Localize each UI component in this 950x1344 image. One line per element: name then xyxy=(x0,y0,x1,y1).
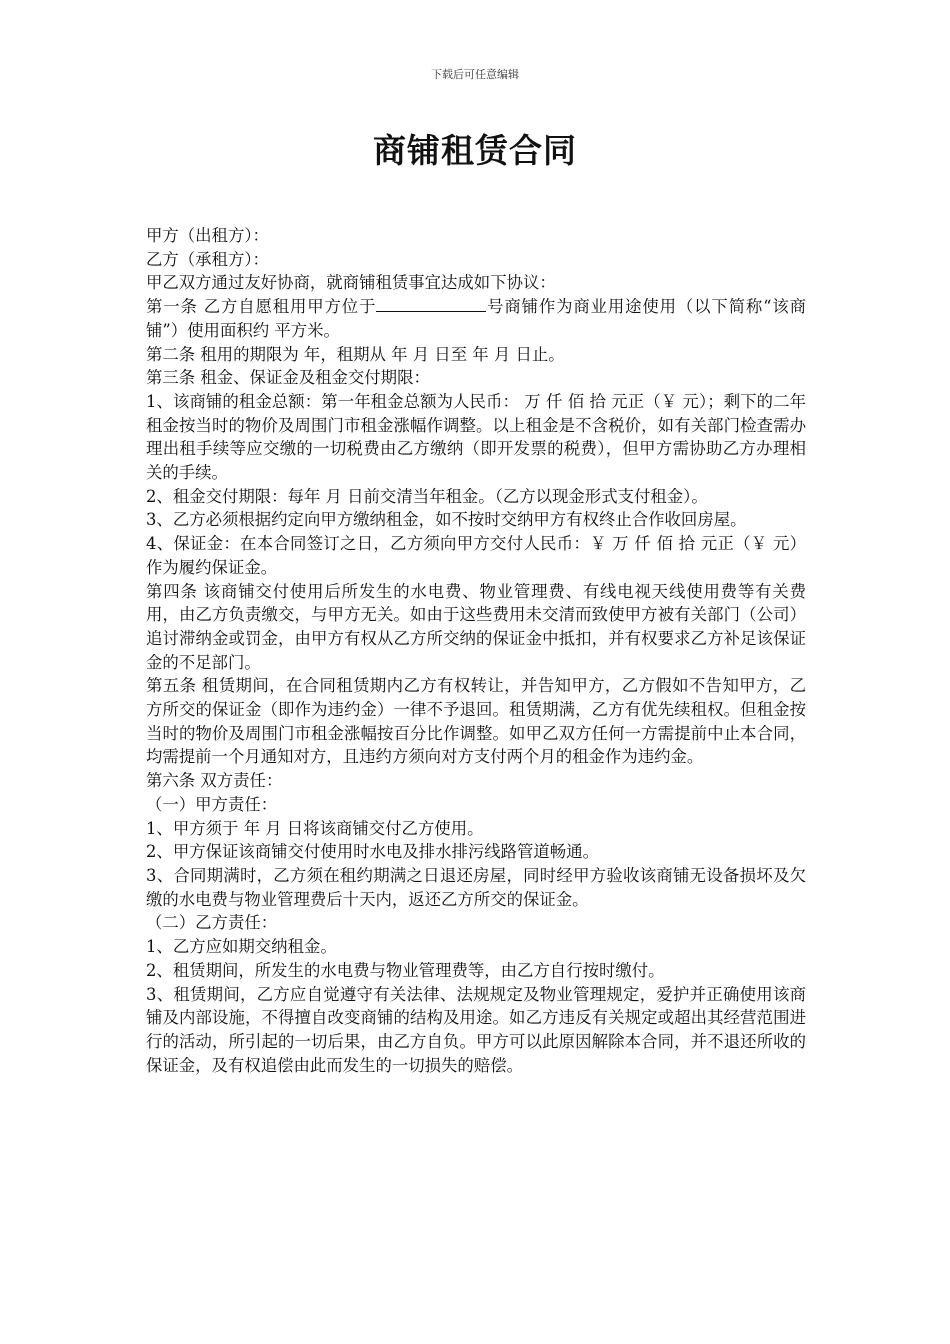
party-b-line: 乙方（承租方）： xyxy=(146,249,269,269)
agreement-intro: 甲乙双方通过友好协商，就商铺租赁事宜达成如下协议： xyxy=(146,273,556,293)
document-title: 商铺租赁合同 xyxy=(373,131,577,170)
party-b-duty-3: 3、租赁期间，乙方应自觉遵守有关法律、法规规定及物业管理规定，爱护并正确使用该商铺及内部设施，不得擅自改变商铺的结构及用途。如乙方违反有关规定或超出其经营范围进行的活动，所引起的一切后果，由乙方自负。甲方可以此原因解除本合同，并不退还所收的保证金，及有权追偿由此而发生的一切损失的赔偿。 xyxy=(146,984,806,1075)
party-a-line: 甲方（出租方）： xyxy=(146,226,269,245)
party-b-duty-2: 2、租赁期间，所发生的水电费与物业管理费等，由乙方自行按时缴付。 xyxy=(146,960,665,980)
article-6-heading: 第六条 双方责任： xyxy=(146,771,283,791)
article-3-heading: 第三条 租金、保证金及租金交付期限： xyxy=(146,368,430,388)
article-1-text-start: 第一条 乙方自愿租用甲方位于 xyxy=(146,297,377,317)
party-b-duties-heading: （二）乙方责任： xyxy=(146,913,278,933)
article-1 xyxy=(146,295,806,342)
article-5: 第五条 租赁期间，在合同租赁期内乙方有权转让，并告知甲方，乙方假如不告知甲方，乙方所交的保证金（即作为违约金）一律不予退回。租赁期满，乙方有优先续租权。但租金按当时的物价及周围门市租金涨幅按百分比作调整。如甲乙双方任何一方需提前中止本合同，均需提前一个月通知对方，且违约方须向对方支付两个月的租金作为违约金。 xyxy=(146,676,806,767)
contract-body xyxy=(146,224,806,1077)
article-2: 第二条 租用的期限为 年，租期从 年 月 日至 年 月 日止。 xyxy=(146,344,565,364)
article-3-item-4: 4、保证金：在本合同签订之日，乙方须向甲方交付人民币：￥ 万 仟 佰 拾 元正（￥ 元）作为履约保证金。 xyxy=(146,534,806,577)
party-a-duties-heading: （一）甲方责任： xyxy=(146,794,278,814)
article-1-text-end: 号商铺作为商业用途使用（以下简称“该商铺”）使用面积约 平方米。 xyxy=(146,297,806,340)
party-a-duty-2: 2、甲方保证该商铺交付使用时水电及排水排污线路管道畅通。 xyxy=(146,842,599,862)
header-note: 下载后可任意编辑 xyxy=(431,68,519,81)
party-a-duty-3: 3、合同期满时，乙方须在租约期满之日退还房屋，同时经甲方验收该商铺无设备损坏及欠缴的水电费与物业管理费后十天内，返还乙方所交的保证金。 xyxy=(146,865,806,909)
party-a-duty-1: 1、甲方须于 年 月 日将该商铺交付乙方使用。 xyxy=(146,818,484,838)
article-3-item-2: 2、租金交付期限：每年 月 日前交清当年租金。（乙方以现金形式支付租金）。 xyxy=(146,486,708,506)
shop-number-blank xyxy=(376,296,486,312)
article-3-item-3: 3、乙方必须根据约定向甲方缴纳租金，如不按时交纳甲方有权终止合作收回房屋。 xyxy=(146,510,747,530)
party-b-duty-1: 1、乙方应如期交纳租金。 xyxy=(146,937,337,957)
article-3-item-1: 1、该商铺的租金总额：第一年租金总额为人民币： 万 仟 佰 拾 元正（￥ 元）；剩下的二年租金按当时的物价及周围门市租金涨幅作调整。以上租金是不含税价，如有关部门检查需办理出租手续等应交缴的一切税费由乙方缴纳（即开发票的税费），但甲方需协助乙方办理相关的手续。 xyxy=(146,391,806,483)
article-4: 第四条 该商铺交付使用后所发生的水电费、物业管理费、有线电视天线使用费等有关费用，由乙方负责缴交，与甲方无关。如由于这些费用未交清而致使甲方被有关部门（公司）追讨滞纳金或罚金，由甲方有权从乙方所交纳的保证金中抵扣，并有权要求乙方补足该保证金的不足部门。 xyxy=(146,581,806,672)
